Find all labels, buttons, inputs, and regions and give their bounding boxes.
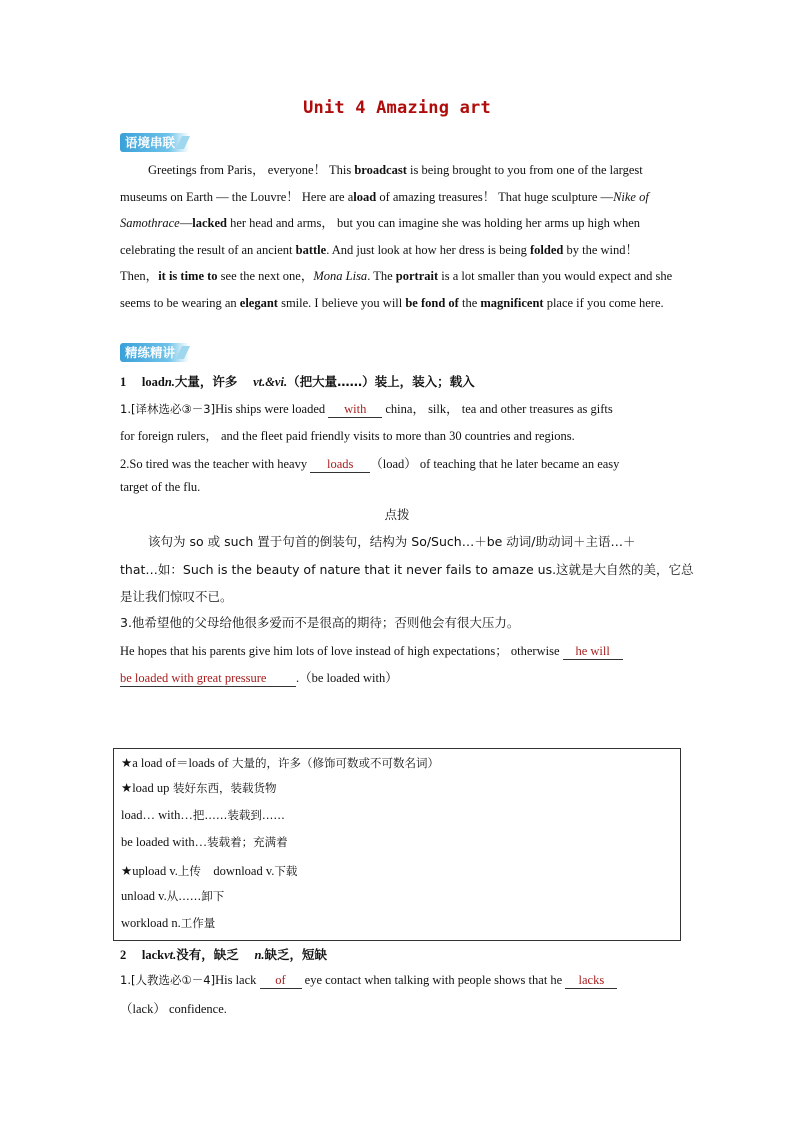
passage-text: is a lot smaller than you would expect and she seems to be wearing an: [120, 269, 673, 310]
part-of-speech: vt.: [164, 948, 177, 962]
headword: lack: [141, 948, 165, 962]
keyword: elegant: [239, 295, 278, 310]
passage-text: . And just look at how her dress is being: [326, 242, 530, 257]
passage-text: . The: [367, 269, 396, 283]
example-2-line-1: [120, 454, 680, 473]
item-number: 1: [120, 375, 127, 389]
keyword: broadcast: [354, 163, 407, 177]
definition: 大量，许多: [174, 374, 238, 389]
badge-label: 语境串联: [125, 135, 176, 150]
box-en: download v.: [200, 864, 275, 878]
keyword: folded: [530, 242, 564, 257]
italic-term: Nike of Samothrace: [120, 189, 649, 230]
answer-blank: of: [260, 973, 302, 989]
passage-text: the: [458, 295, 481, 310]
passage-text: —: [179, 216, 193, 230]
example-text: 2.So tired was the teacher with heavy: [120, 457, 311, 471]
passage-text: Greetings from Paris， everyone！ This: [148, 163, 355, 177]
tip-line-2: that…如：Such is the beauty of nature that it never fails to amaze us.这就是大自然的美，它总: [120, 562, 694, 577]
box-en: ★a load of＝loads of: [121, 756, 229, 770]
box-line-3: [121, 807, 285, 823]
keyword: battle: [295, 242, 327, 257]
italic-term: Mona Lisa: [313, 269, 368, 283]
box-en: unload v.: [121, 889, 167, 903]
item-number: 2: [120, 948, 127, 962]
vocab-notes-box: [113, 748, 681, 941]
answer-blank: he will: [563, 644, 623, 660]
context-passage: [120, 157, 676, 316]
box-cn: 装载着；充满着: [207, 835, 288, 849]
example-text: eye contact when talking with people shows that he: [301, 973, 566, 987]
example-3-chinese: 3.他希望他的父母给他很多爱而不是很高的期待；否则他会有很大压力。: [120, 615, 520, 630]
keyword: it is time to: [158, 269, 218, 283]
badge-label: 精练精讲: [125, 345, 176, 360]
keyword: magnificent: [480, 295, 544, 310]
box-line-4: [121, 834, 288, 850]
answer-blank: with: [328, 402, 382, 418]
headword: load: [141, 375, 165, 389]
box-cn: 装好东西，装载货物: [169, 781, 277, 795]
box-en: be loaded with…: [121, 835, 208, 849]
example-3-line-2: [120, 668, 680, 687]
passage-text: by the wind！ Then，: [120, 242, 638, 283]
passage-text: of amazing treasures！ That huge sculpture —: [376, 189, 614, 204]
tip-heading: 点拨: [384, 507, 410, 522]
example-1-line-2: for foreign rulers， and the fleet paid friendly visits to more than 30 countries and regions.: [120, 429, 575, 443]
box-en: ★upload v.: [121, 864, 178, 878]
definition: 没有，缺乏: [176, 947, 239, 962]
example-2-line-2: target of the flu.: [120, 480, 201, 494]
example-4-line-2: （lack） confidence.: [120, 1002, 227, 1016]
box-en: workload n.: [121, 916, 181, 930]
keyword: lacked: [192, 216, 227, 230]
box-cn: 把……装载到……: [192, 808, 285, 822]
keyword: portrait: [395, 269, 439, 283]
source-tag: 1.[译林选必③－3]: [120, 402, 216, 416]
definition: 缺乏，短缺: [264, 947, 328, 962]
vocab-heading-lack: [120, 945, 680, 963]
answer-blank: loads: [310, 457, 370, 473]
passage-text: see the next one，: [217, 269, 314, 283]
box-en: ★load up: [121, 781, 170, 795]
box-cn: 大量的，许多（修饰可数或不可数名词）: [228, 756, 440, 770]
box-line-1: [121, 753, 439, 771]
section-badge-practice: [120, 343, 189, 362]
box-cn: 上传: [177, 864, 201, 878]
part-of-speech: n.: [254, 948, 265, 962]
passage-text: her head and arms， but you can imagine she was holding her arms up high when celebrating the result of an ancient: [120, 216, 641, 257]
box-line-7: [121, 915, 215, 931]
box-line-5: [121, 861, 297, 879]
page-title: Unit 4 Amazing art: [303, 98, 491, 118]
definition: （把大量……）装上，装入；载入: [287, 374, 475, 389]
section-badge-context: [120, 133, 189, 152]
passage-text: smile. I believe you will: [277, 295, 406, 310]
box-cn: 从……卸下: [166, 889, 225, 903]
box-cn: 工作量: [180, 916, 216, 930]
keyword: be fond of: [405, 295, 459, 310]
part-of-speech: vt.&vi.: [253, 375, 288, 389]
box-cn: 下载: [274, 864, 298, 878]
example-text: .（be loaded with）: [296, 671, 398, 685]
example-text: His ships were loaded: [215, 402, 329, 416]
example-text: （load） of teaching that he later became an easy: [370, 457, 620, 471]
example-text: He hopes that his parents give him lots of love instead of high expectations； otherwise: [120, 644, 563, 658]
tip-line-3: 是让我们惊叹不已。: [120, 589, 233, 604]
passage-text: is being brought to you from one of the largest museums on Earth — the Louvre！ Here are a: [120, 163, 643, 204]
source-tag: 1.[人教选必①－4]: [120, 973, 216, 987]
box-line-2: [121, 780, 277, 796]
example-text: His lack: [215, 973, 260, 987]
part-of-speech: n.: [164, 375, 175, 389]
example-4-line-1: [120, 972, 680, 989]
answer-blank: lacks: [565, 973, 617, 989]
box-line-6: [121, 888, 224, 904]
example-3-line-1: [120, 641, 680, 660]
passage-text: place if you come here.: [543, 295, 664, 310]
example-1-line-1: [120, 399, 680, 418]
vocab-heading-load: [120, 372, 680, 390]
box-en: load… with…: [121, 808, 193, 822]
tip-line-1: 该句为 so 或 such 置于句首的倒装句，结构为 So/Such…＋be 动词/助动词＋主语…＋: [148, 534, 636, 549]
answer-blank: be loaded with great pressure: [120, 671, 296, 687]
example-text: china， silk， tea and other treasures as gifts: [382, 402, 613, 416]
keyword: load: [353, 189, 377, 204]
